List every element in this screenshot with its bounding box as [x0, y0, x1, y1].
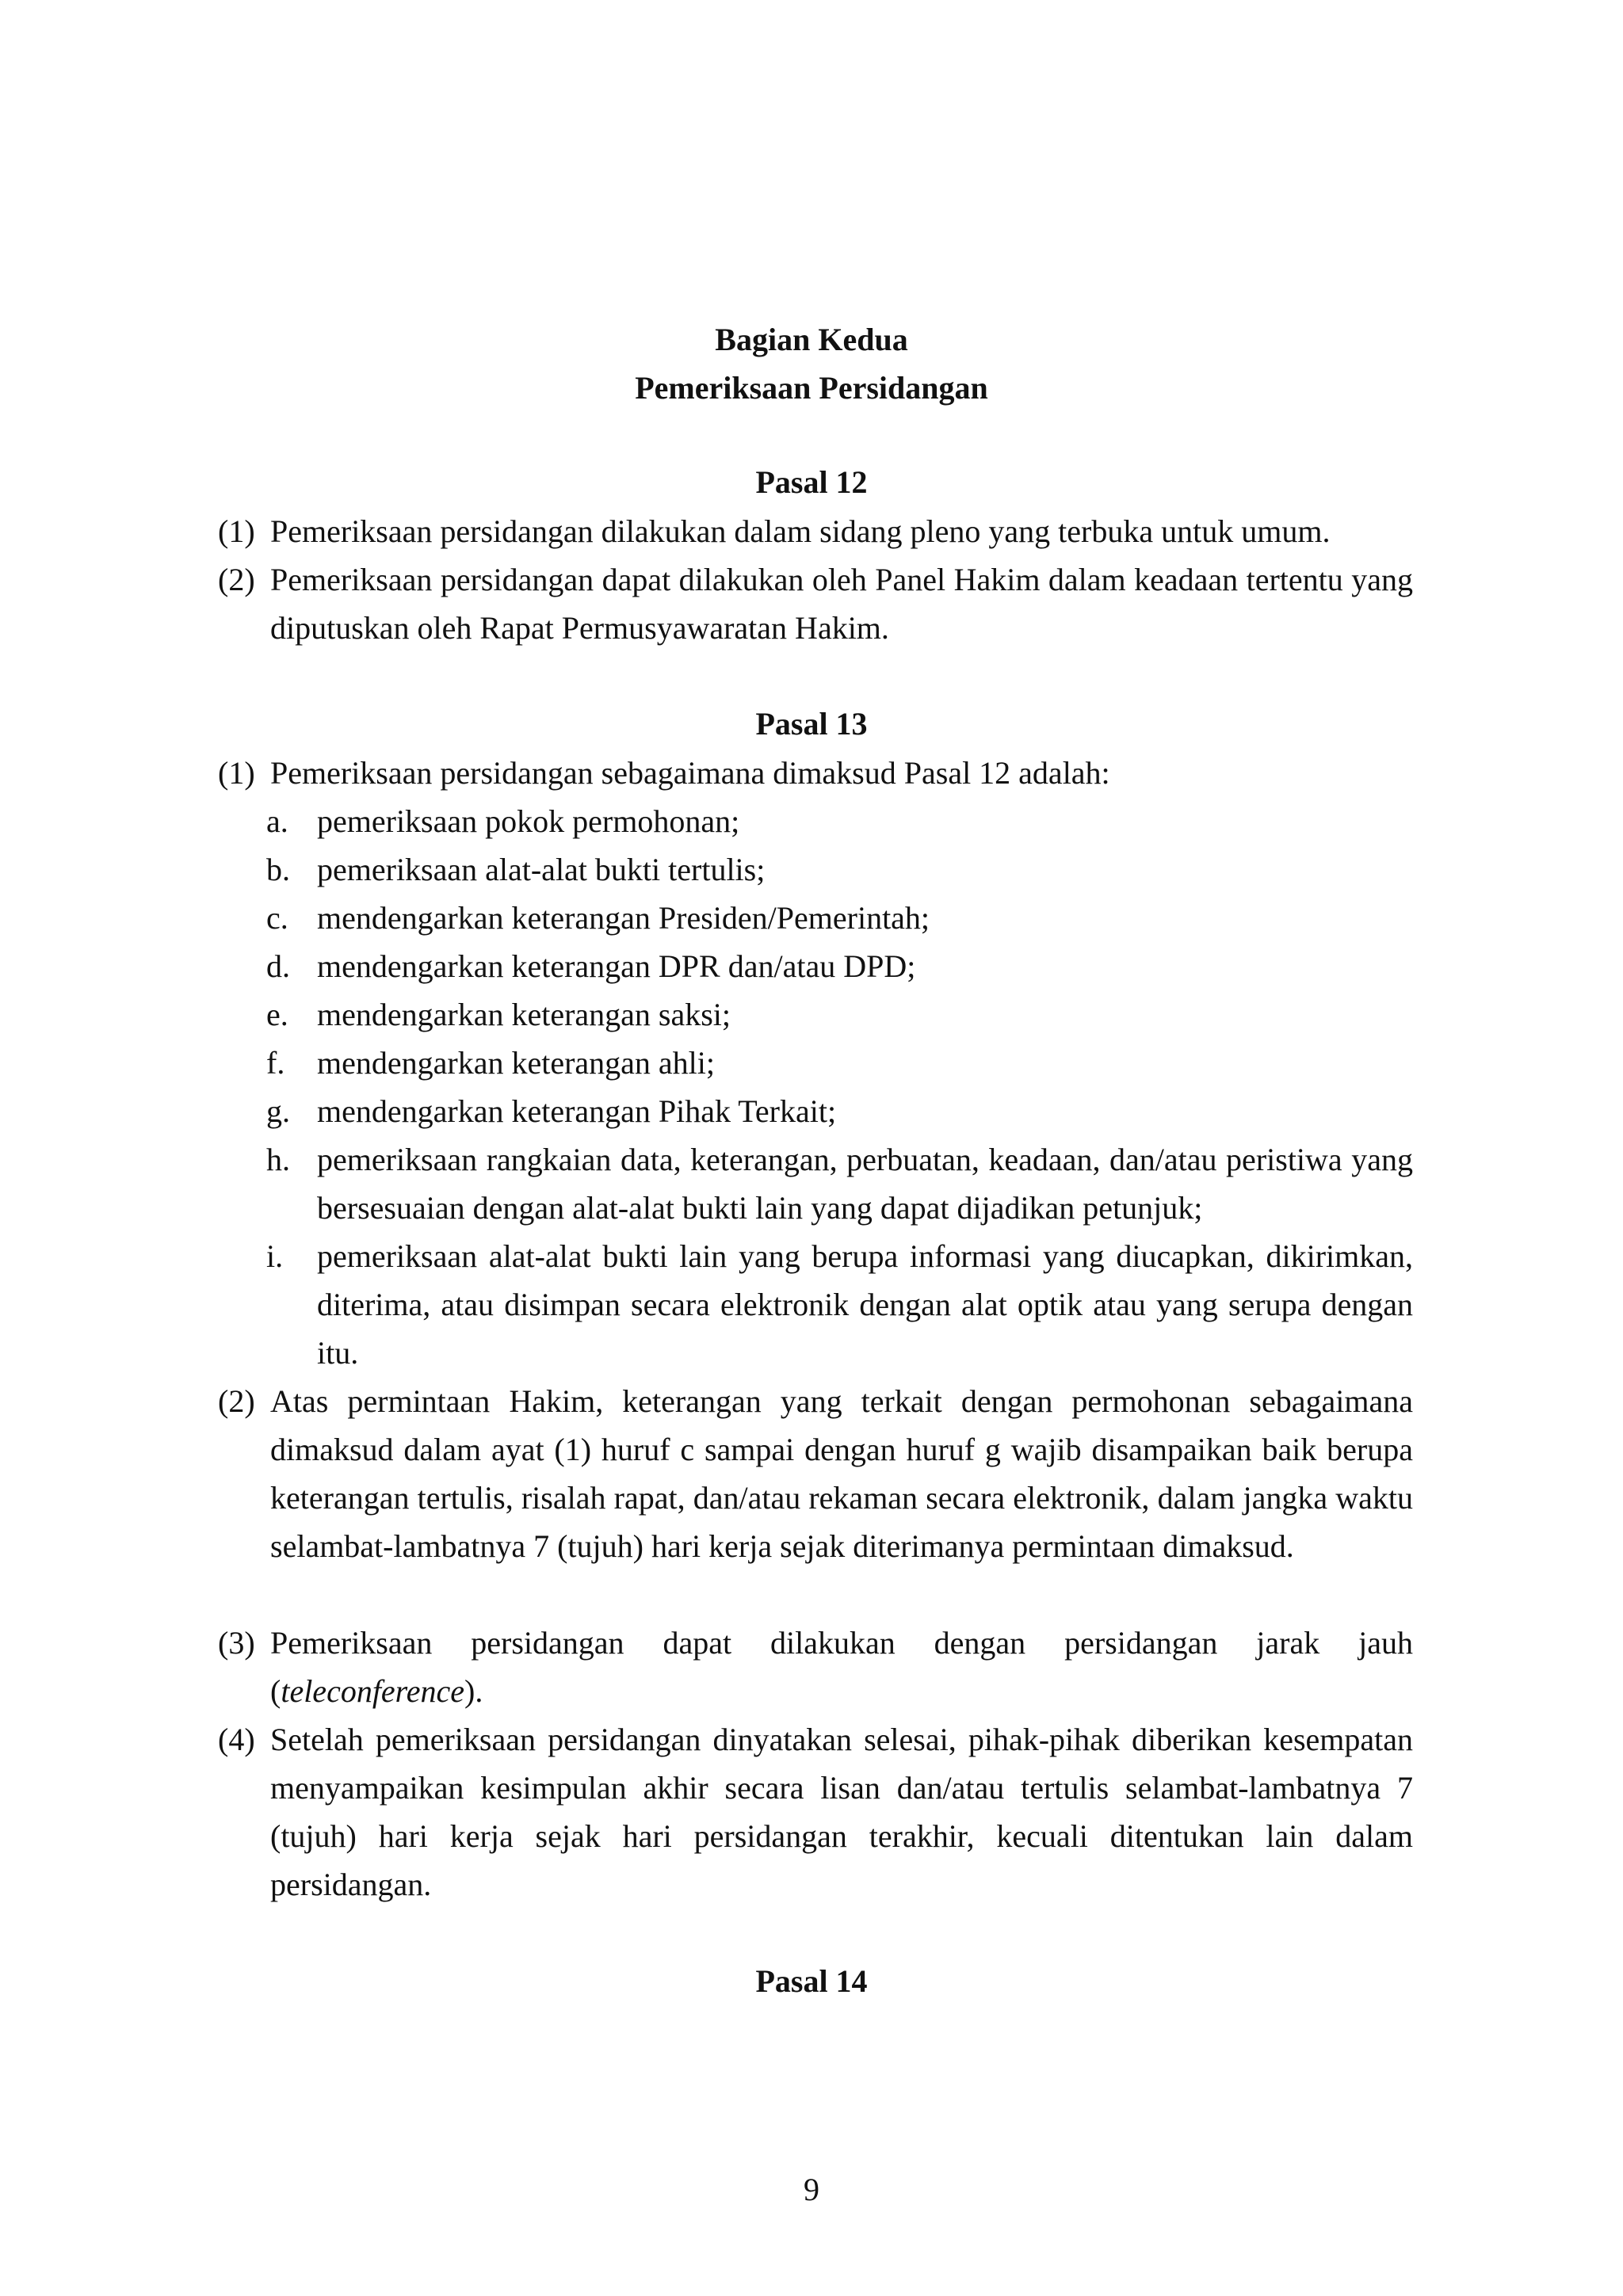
pasal-13-subitem-b: [266, 845, 1413, 894]
item-text: Pemeriksaan persidangan dapat dilakukan oleh Panel Hakim dalam keadaan tertentu yang diputuskan oleh Rapat Permusyawaratan Hakim.: [270, 562, 1413, 646]
subitem-letter: f.: [266, 1045, 285, 1081]
subitem-letter: b.: [266, 852, 290, 887]
pasal-13-item-1: [218, 749, 1413, 797]
subitem-letter: g.: [266, 1093, 290, 1129]
pasal-13-item-3: [218, 1619, 1413, 1715]
pasal-13-heading: Pasal 13: [755, 706, 868, 742]
subitem-text: pemeriksaan alat-alat bukti lain yang berupa informasi yang diucapkan, dikirimkan, diterima, atau disimpan secara elektronik dengan alat optik atau yang serupa dengan itu.: [317, 1238, 1413, 1371]
pasal-13-item-2: [218, 1377, 1413, 1619]
pasal-13-subitem-i: [266, 1232, 1413, 1377]
item-number: (2): [218, 562, 255, 597]
section-part-heading: Bagian Kedua: [715, 322, 908, 357]
pasal-13-subitem-h: [266, 1135, 1413, 1232]
item-number: (1): [218, 513, 255, 549]
item-text-part: Pemeriksaan persidangan dapat dilakukan dengan persidangan jarak jauh (: [270, 1625, 1413, 1709]
pasal-12-heading: Pasal 12: [755, 464, 868, 500]
pasal-12-item-1: [218, 507, 1413, 555]
page-number: 9: [804, 2172, 819, 2207]
item-text: Atas permintaan Hakim, keterangan yang terkait dengan permohonan sebagaimana dimaksud dalam ayat (1) huruf c sampai dengan huruf g wajib disampaikan baik berupa keterangan tertulis, risalah rapat, dan/atau rekaman secara elektronik, dalam jangka waktu selambat-lambatnya 7 (tujuh) hari kerja sejak diterimanya permintaan dimaksud.: [270, 1383, 1413, 1564]
pasal-13-subitem-e: [266, 990, 1413, 1039]
subitem-letter: i.: [266, 1238, 284, 1274]
pasal-14-heading: Pasal 14: [755, 1963, 868, 1999]
subitem-text: pemeriksaan pokok permohonan;: [317, 803, 740, 839]
subitem-letter: a.: [266, 803, 288, 839]
item-number: (2): [218, 1383, 255, 1419]
pasal-13-subitem-c: [266, 894, 1413, 942]
subitem-letter: c.: [266, 900, 288, 936]
item-text-part: ).: [464, 1673, 483, 1709]
item-text: Pemeriksaan persidangan sebagaimana dimaksud Pasal 12 adalah:: [270, 755, 1110, 791]
subitem-text: mendengarkan keterangan Pihak Terkait;: [317, 1093, 837, 1129]
item-number: (3): [218, 1625, 255, 1661]
pasal-13-item-4: [218, 1715, 1413, 1909]
subitem-text: pemeriksaan rangkaian data, keterangan, perbuatan, keadaan, dan/atau peristiwa yang bersesuaian dengan alat-alat bukti lain yang dapat dijadikan petunjuk;: [317, 1142, 1413, 1226]
item-text: [270, 1619, 1413, 1715]
item-text: Pemeriksaan persidangan dilakukan dalam sidang pleno yang terbuka untuk umum.: [270, 513, 1331, 549]
subitem-letter: e.: [266, 997, 288, 1032]
pasal-13-subitem-a: [266, 797, 1413, 845]
subitem-text: mendengarkan keterangan ahli;: [317, 1045, 715, 1081]
item-number: (1): [218, 755, 255, 791]
subitem-letter: h.: [266, 1142, 290, 1177]
item-number: (4): [218, 1722, 255, 1757]
subitem-text: pemeriksaan alat-alat bukti tertulis;: [317, 852, 766, 887]
pasal-13-subitem-g: [266, 1087, 1413, 1135]
subitem-text: mendengarkan keterangan saksi;: [317, 997, 731, 1032]
pasal-12-item-2: [218, 555, 1413, 652]
pasal-13-subitem-f: [266, 1039, 1413, 1087]
item-text: Setelah pemeriksaan persidangan dinyatakan selesai, pihak-pihak diberikan kesempatan menyampaikan kesimpulan akhir secara lisan dan/atau tertulis selambat-lambatnya 7 (tujuh) hari kerja sejak hari persidangan terakhir, kecuali ditentukan lain dalam persidangan.: [270, 1722, 1413, 1902]
pasal-13-subitem-d: [266, 942, 1413, 990]
subitem-text: mendengarkan keterangan Presiden/Pemerintah;: [317, 900, 930, 936]
subitem-letter: d.: [266, 948, 290, 984]
subitem-text: mendengarkan keterangan DPR dan/atau DPD;: [317, 948, 916, 984]
section-title: Pemeriksaan Persidangan: [635, 370, 988, 406]
item-text-italic: teleconference: [281, 1673, 465, 1709]
